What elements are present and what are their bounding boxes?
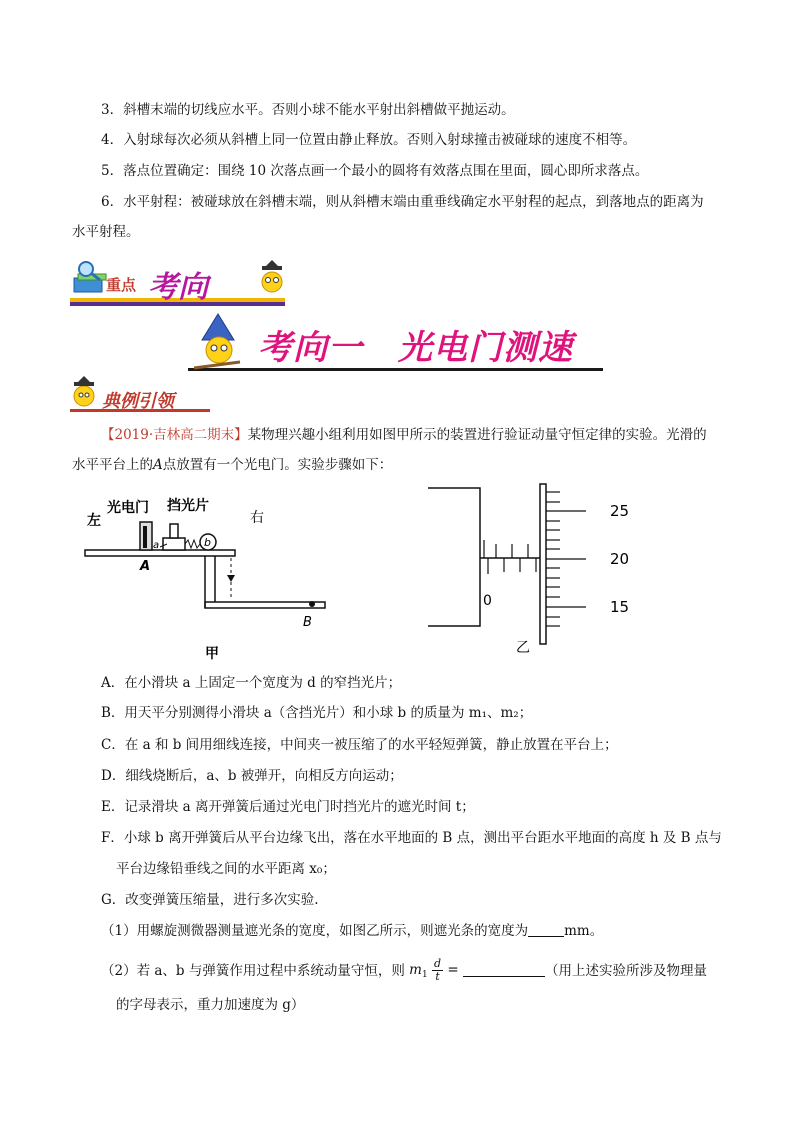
note-3: 3．斜槽末端的切线应水平。否则小球不能水平射出斜槽做平抛运动。	[101, 102, 515, 118]
q1-unit: mm。	[564, 923, 604, 939]
step-f-line2: 平台边缘铅垂线之间的水平距离 x₀；	[116, 861, 336, 877]
mascot-icon	[262, 260, 282, 292]
point-a-var: A	[153, 457, 163, 473]
book-magnifier-icon	[74, 262, 106, 292]
step-c: C．在 a 和 b 间用细线连接，中间夹一被压缩了的水平轻短弹簧，静止放置在平台上；	[101, 737, 618, 753]
step-e: E．记录滑块 a 离开弹簧后通过光电门时挡光片的遮光时间 t；	[101, 799, 475, 815]
label-photogate: 光电门	[107, 500, 149, 516]
problem-intro-rest: 某物理兴趣小组利用如图甲所示的装置进行验证动量守恒定律的实验。光滑的	[247, 427, 707, 443]
caption-jia: 甲	[205, 646, 219, 662]
problem-source: 【2019·吉林高二期末】	[101, 427, 248, 443]
intro-text-b: 点放置有一个光电门。实验步骤如下：	[162, 457, 393, 473]
wizard-mascot-icon	[194, 314, 240, 368]
note-6-continued: 水平射程。	[72, 224, 140, 240]
figure-jia	[75, 480, 345, 665]
q2-formula	[409, 958, 459, 985]
q2-mass-sub: 1	[421, 970, 428, 980]
q2-numerator: d	[434, 957, 442, 970]
note-6: 6．水平射程：被碰球放在斜槽末端，则从斜槽末端由重垂线确定水平射程的起点，到落地点的距离为	[101, 194, 704, 210]
figure-yi	[420, 478, 660, 658]
caption-yi: 乙	[516, 640, 530, 656]
label-slider-a: a	[153, 540, 160, 551]
sleeve-zero: 0	[483, 593, 492, 609]
label-right: 右	[250, 510, 264, 526]
example-title: 典例引领	[102, 391, 174, 412]
key-points-big-text: 考向	[148, 270, 208, 305]
figure-jia-drawing	[75, 480, 345, 665]
question-2-line2: 的字母表示，重力加速度为 g）	[116, 997, 305, 1013]
label-point-b: B	[303, 615, 312, 630]
step-f-line1: F．小球 b 离开弹簧后从平台边缘飞出，落在水平地面的 B 点，测出平台距水平地面的高度 h 及 B 点与	[101, 830, 722, 846]
question-2-line1	[101, 958, 707, 985]
step-a: A．在小滑块 a 上固定一个宽度为 d 的窄挡光片；	[101, 675, 402, 691]
q1-text: （1）用螺旋测微器测量遮光条的宽度，如图乙所示，则遮光条的宽度为	[101, 923, 529, 939]
question-1	[101, 921, 603, 941]
note-4: 4．入射球每次必须从斜槽上同一位置由静止释放。否则入射球撞击被碰球的速度不相等。	[101, 132, 637, 148]
label-left: 左	[87, 513, 101, 529]
label-shade: 挡光片	[167, 498, 209, 514]
intro-text-a: 水平平台上的	[72, 457, 153, 473]
label-ball-b: b	[204, 536, 211, 549]
q2-fraction	[432, 958, 443, 983]
problem-intro-line1	[101, 425, 707, 445]
q2-note: （用上述实验所涉及物理量	[544, 963, 707, 979]
tick-25: 25	[610, 502, 630, 520]
tick-15: 15	[610, 598, 630, 616]
micrometer-drawing	[420, 478, 660, 658]
step-b: B．用天平分别测得小滑块 a（含挡光片）和小球 b 的质量为 m₁、m₂；	[101, 705, 533, 721]
q2-mass-symbol: m	[409, 962, 422, 978]
note-5: 5．落点位置确定：围绕 10 次落点画一个最小的圆将有效落点围在里面，圆心即所求落点。	[101, 163, 649, 179]
q1-answer-blank[interactable]	[528, 922, 564, 937]
tick-20: 20	[610, 550, 630, 568]
q2-answer-blank[interactable]	[463, 962, 545, 977]
label-point-a: A	[140, 559, 151, 574]
q2-denominator: t	[435, 970, 440, 983]
step-d: D．细线烧断后，a、b 被弹开，向相反方向运动；	[101, 768, 403, 784]
q2-text: （2）若 a、b 与弹簧作用过程中系统动量守恒，则	[101, 963, 405, 979]
graduate-mascot-icon	[74, 376, 94, 406]
key-points-small-text: 重点	[106, 276, 137, 294]
section-title: 考向一 光电门测速	[258, 328, 573, 368]
step-g: G．改变弹簧压缩量，进行多次实验.	[101, 892, 319, 908]
problem-intro-line2	[72, 455, 392, 475]
q2-equals: =	[447, 962, 459, 978]
